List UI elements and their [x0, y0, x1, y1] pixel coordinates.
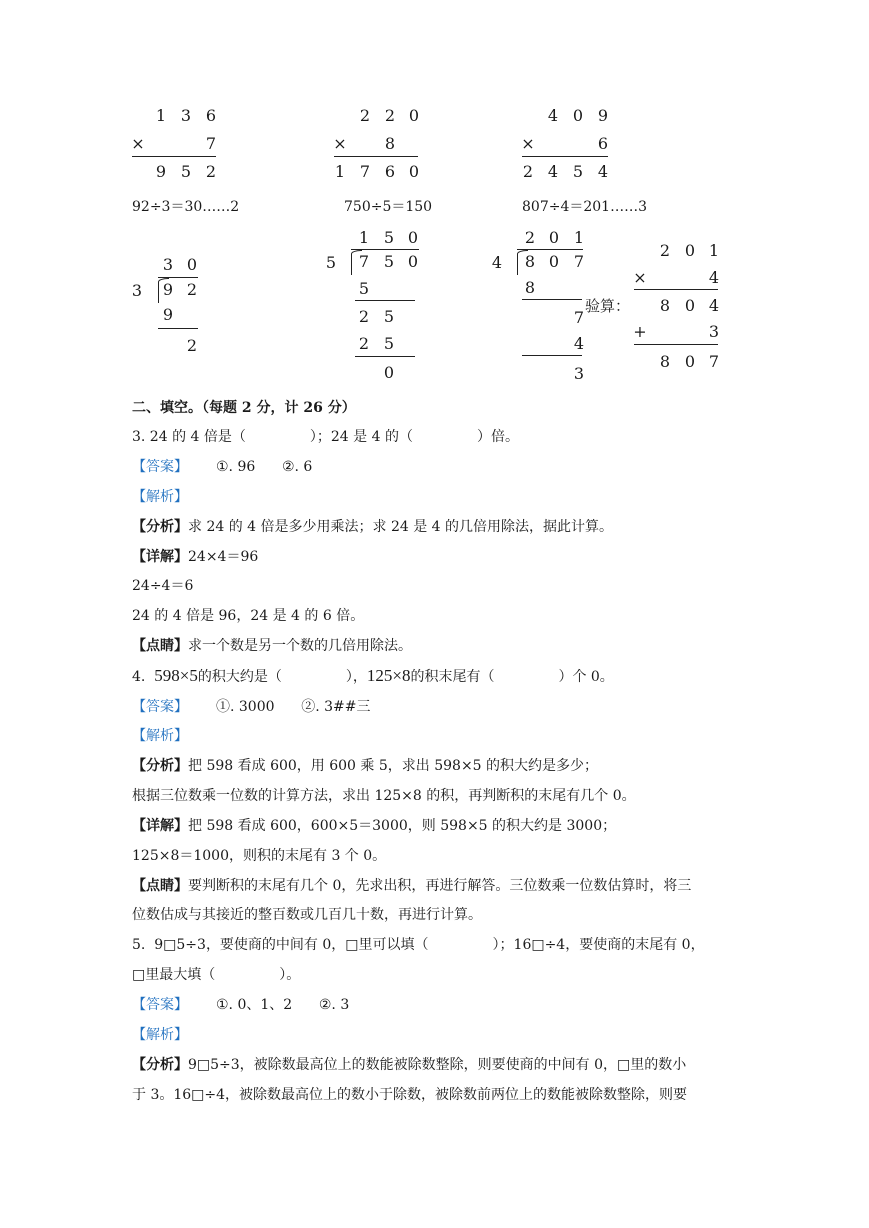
- digit: 4: [547, 162, 559, 181]
- times-sign: ×: [633, 268, 647, 287]
- dianjing-tag: 【点睛】: [132, 638, 188, 654]
- question-text: 4.: [132, 669, 155, 685]
- fenxi-tag: 【分析】: [132, 758, 188, 774]
- analysis-line: 于 3。16□÷4，被除数最高位上的数小于除数，被除数前两位上的数能被除数整除，则要: [132, 1087, 688, 1103]
- analysis-tag: 【解析】: [132, 489, 188, 505]
- question-4: [132, 667, 614, 686]
- rule: [634, 289, 718, 290]
- detail-line: 24÷4＝6: [132, 578, 194, 594]
- question-text: ），: [345, 669, 367, 685]
- digit: 4: [547, 106, 559, 125]
- fenxi-text: 9□5÷3，被除数最高位上的数能被除数整除，则要使商的中间有 0，□里的数小: [188, 1057, 687, 1073]
- rule: [355, 356, 415, 357]
- subtract-digit: 9: [162, 305, 174, 324]
- analysis-line: 根据三位数乘一位数的计算方法，求出 125×8 的积，再判断积的末尾有几个 0。: [132, 788, 636, 804]
- tip-line: [132, 877, 691, 895]
- answer-text: ①. 0、1、2 ②. 3: [216, 997, 350, 1013]
- digit: 5: [180, 162, 192, 181]
- detail-line: [132, 548, 258, 566]
- fenxi-tag: 【分析】: [132, 519, 188, 535]
- dividend-digit: 8: [524, 252, 536, 271]
- check-label: 验算：: [585, 297, 631, 315]
- answer-text: ①. 96 ②. 6: [216, 459, 313, 475]
- answer-text: ①. 3000 ②. 3##三: [216, 699, 371, 715]
- answer-line: [132, 698, 371, 716]
- quotient-digit: 1: [573, 228, 585, 247]
- xiangjie-tag: 【详解】: [132, 818, 188, 834]
- digit: 0: [684, 296, 696, 315]
- digit: 9: [597, 106, 609, 125]
- quotient-digit: 3: [162, 255, 174, 274]
- digit: 4: [708, 268, 720, 287]
- digit: 4: [597, 162, 609, 181]
- expression: 598×5: [154, 666, 198, 685]
- subtract-digit: 5: [383, 334, 395, 353]
- question-text: 5. 9□5÷3，要使商的中间有 0，□里可以填（: [132, 937, 429, 953]
- digit: 8: [659, 296, 671, 315]
- digit: 4: [708, 296, 720, 315]
- quotient-digit: 1: [358, 228, 370, 247]
- digit: 7: [205, 134, 217, 153]
- detail-line: 125×8＝1000，则积的末尾有 3 个 0。: [132, 848, 387, 864]
- remainder-digit: 0: [383, 363, 395, 382]
- digit: 8: [384, 134, 396, 153]
- digit: 2: [659, 241, 671, 260]
- digit: 6: [597, 134, 609, 153]
- rule: [351, 249, 419, 250]
- analysis-line: [132, 757, 598, 775]
- question-text: ）倍。: [476, 429, 519, 445]
- digit: 3: [708, 322, 720, 341]
- divisor: 4: [491, 253, 503, 272]
- question-text: 的积末尾有（: [410, 669, 495, 685]
- digit: 0: [684, 241, 696, 260]
- division-equation: 92÷3＝30……2: [132, 199, 240, 215]
- rule: [522, 156, 608, 157]
- answer-tag: 【答案】: [132, 459, 188, 475]
- quotient-digit: 5: [383, 228, 395, 247]
- tip-line: 位数估成与其接近的整百数或几百几十数，再进行计算。: [132, 907, 482, 923]
- dividend-digit: 0: [548, 252, 560, 271]
- digit: 6: [384, 162, 396, 181]
- digit: 2: [359, 106, 371, 125]
- answer-tag: 【答案】: [132, 997, 188, 1013]
- digit: 0: [408, 162, 420, 181]
- divisor: 3: [131, 281, 143, 300]
- digit: 2: [358, 307, 370, 326]
- digit: 0: [408, 106, 420, 125]
- digit: 7: [708, 352, 720, 371]
- digit: 7: [359, 162, 371, 181]
- digit: 0: [684, 352, 696, 371]
- question-text: 的积大约是（: [197, 669, 282, 685]
- subtract-digit: 4: [573, 334, 585, 353]
- analysis-line: [132, 1056, 686, 1074]
- digit: 2: [384, 106, 396, 125]
- fenxi-tag: 【分析】: [132, 1057, 188, 1073]
- rule: [522, 299, 582, 300]
- digit: 5: [572, 162, 584, 181]
- times-sign: ×: [521, 134, 535, 153]
- rule: [355, 300, 415, 301]
- dianjing-text: 求一个数是另一个数的几倍用除法。: [188, 638, 412, 654]
- digit: 0: [572, 106, 584, 125]
- analysis-line: [132, 518, 613, 536]
- analysis-tag: 【解析】: [132, 1027, 188, 1043]
- quotient-digit: 2: [524, 228, 536, 247]
- subtract-digit: 2: [358, 334, 370, 353]
- question-3: [132, 428, 519, 446]
- question-text: ）个 0。: [558, 669, 614, 685]
- question-5: [132, 936, 705, 954]
- analysis-tag: 【解析】: [132, 728, 188, 744]
- digit: 8: [659, 352, 671, 371]
- xiangjie-text: 24×4＝96: [188, 549, 259, 565]
- subtract-digit: 5: [358, 279, 370, 298]
- question-text: ）；16□÷4，要使商的末尾有 0，: [492, 937, 705, 953]
- fenxi-text: 求 24 的 4 倍是多少用乘法；求 24 是 4 的几倍用除法，据此计算。: [188, 519, 614, 535]
- dividend-digit: 7: [358, 252, 370, 271]
- digit: 1: [708, 241, 720, 260]
- question-text: □里最大填（: [132, 967, 216, 983]
- digit: 2: [522, 162, 534, 181]
- question-text: 3. 24 的 4 倍是（: [132, 429, 246, 445]
- digit: 9: [155, 162, 167, 181]
- dividend-digit: 0: [407, 252, 419, 271]
- dianjing-tag: 【点睛】: [132, 878, 188, 894]
- subtract-digit: 8: [524, 278, 536, 297]
- fenxi-text: 把 598 看成 600，用 600 乘 5，求出 598×5 的积大约是多少；: [188, 758, 599, 774]
- digit: 3: [180, 106, 192, 125]
- digit: 1: [155, 106, 167, 125]
- digit: 7: [573, 308, 585, 327]
- plus-sign: +: [633, 322, 647, 341]
- dividend-digit: 2: [186, 280, 198, 299]
- expression: 125×8: [366, 666, 411, 685]
- digit: 5: [383, 307, 395, 326]
- answer-tag: 【答案】: [132, 699, 188, 715]
- digit: 6: [205, 106, 217, 125]
- quotient-digit: 0: [548, 228, 560, 247]
- rule: [158, 277, 198, 278]
- rule: [522, 355, 582, 356]
- times-sign: ×: [131, 134, 145, 153]
- xiangjie-tag: 【详解】: [132, 549, 188, 565]
- question-5-line-2: [132, 966, 300, 984]
- answer-line: [132, 458, 312, 476]
- dividend-digit: 9: [162, 280, 174, 299]
- rule: [634, 344, 718, 345]
- rule: [517, 249, 583, 250]
- dianjing-text: 要判断积的末尾有几个 0，先求出积，再进行解答。三位数乘一位数估算时，将三: [188, 878, 692, 894]
- remainder-digit: 3: [573, 364, 585, 383]
- times-sign: ×: [333, 134, 347, 153]
- section-heading: 二、填空。（每题 2 分，计 26 分）: [132, 400, 356, 416]
- quotient-digit: 0: [186, 255, 198, 274]
- digit: 2: [205, 162, 217, 181]
- detail-line: 24 的 4 倍是 96，24 是 4 的 6 倍。: [132, 608, 365, 624]
- rule: [334, 156, 418, 157]
- rule: [158, 328, 198, 329]
- question-text: ）。: [279, 967, 301, 983]
- dividend-digit: 7: [573, 252, 585, 271]
- answer-line: [132, 996, 349, 1014]
- tip-line: [132, 637, 412, 655]
- quotient-digit: 0: [407, 228, 419, 247]
- detail-line: [132, 817, 616, 835]
- divisor: 5: [325, 253, 337, 272]
- dividend-digit: 5: [383, 252, 395, 271]
- remainder-digit: 2: [186, 336, 198, 355]
- division-equation: 750÷5＝150: [344, 199, 433, 215]
- digit: 1: [334, 162, 346, 181]
- question-text: ）；24 是 4 的（: [309, 429, 413, 445]
- rule: [132, 156, 216, 157]
- xiangjie-text: 把 598 看成 600，600×5＝3000，则 598×5 的积大约是 3000；: [188, 818, 617, 834]
- division-equation: 807÷4＝201……3: [522, 199, 647, 215]
